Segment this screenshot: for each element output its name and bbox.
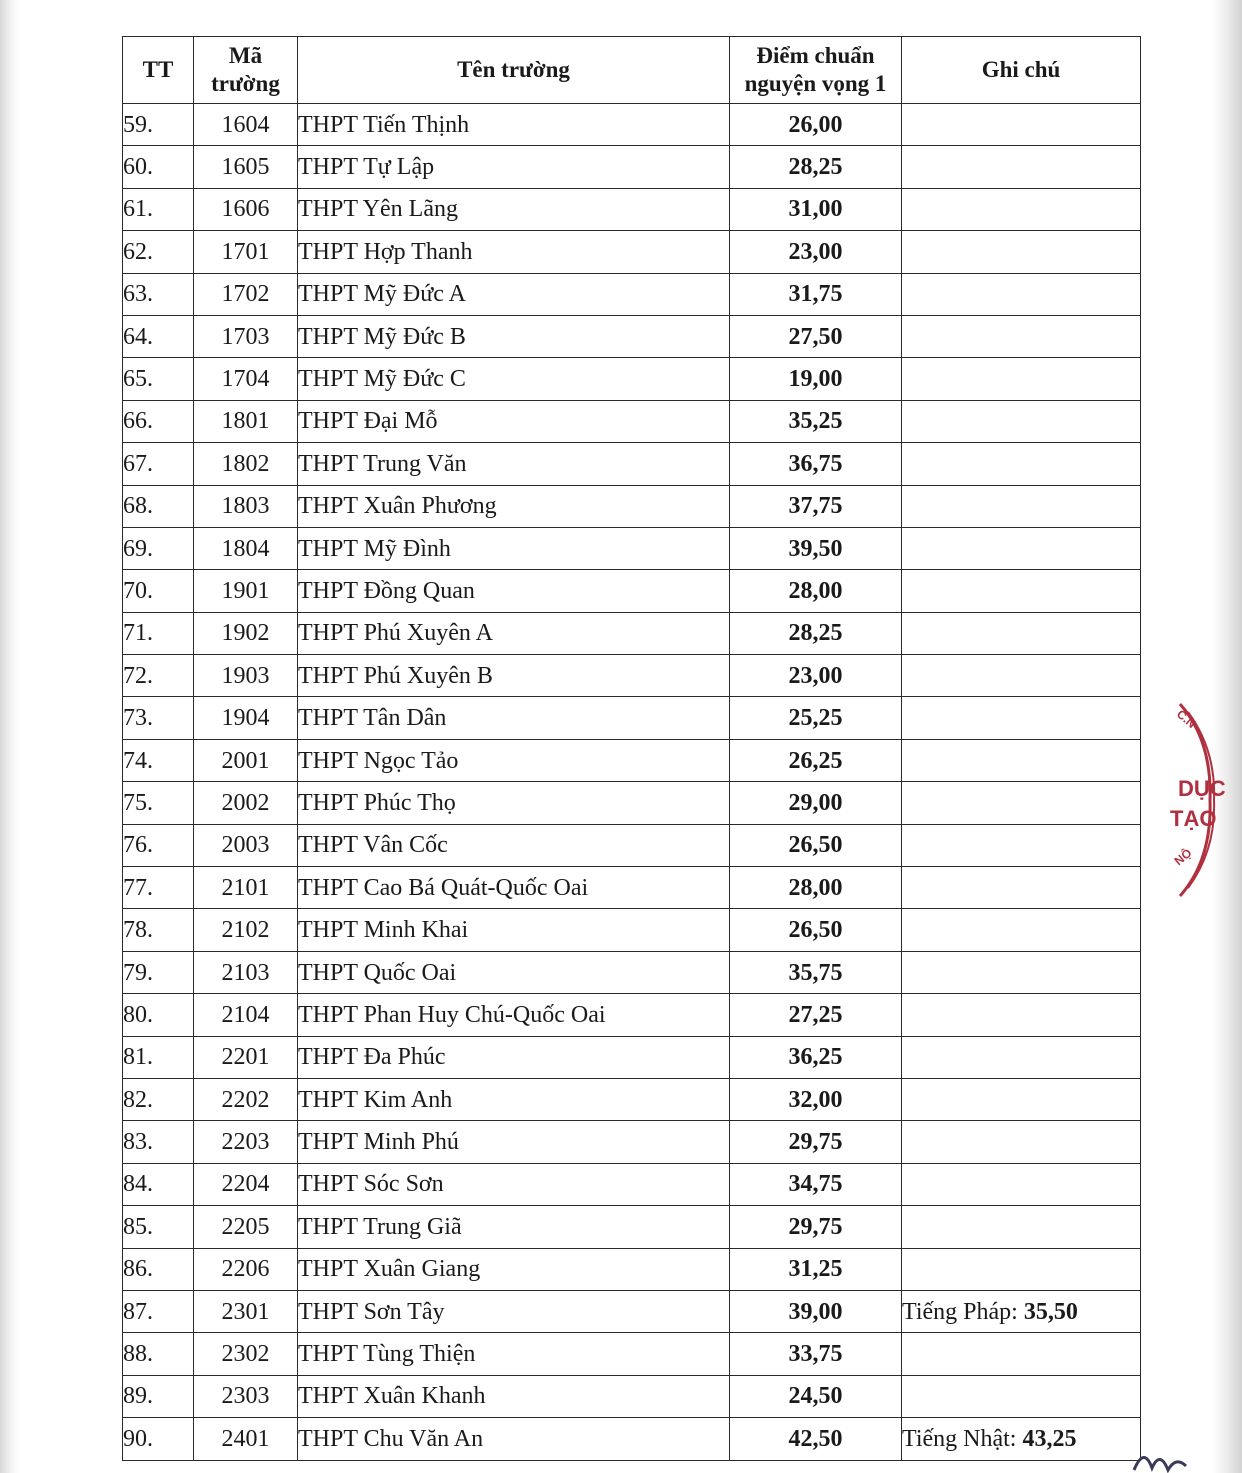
signature-stroke-icon [1130, 1440, 1190, 1473]
header-tt: TT [123, 37, 194, 104]
cell-note [902, 1248, 1141, 1290]
table-row [123, 315, 1141, 357]
cell-school-name: THPT Mỹ Đức B [298, 315, 730, 357]
cell-note [902, 1375, 1141, 1417]
cell-note [902, 188, 1141, 230]
cell-benchmark-score: 29,75 [730, 1206, 902, 1248]
cell-note [902, 951, 1141, 993]
cell-benchmark-score: 24,50 [730, 1375, 902, 1417]
cell-tt: 86. [123, 1248, 194, 1290]
cell-school-code: 2301 [194, 1290, 298, 1332]
cell-tt: 88. [123, 1333, 194, 1375]
cell-note [902, 655, 1141, 697]
cell-note [902, 1163, 1141, 1205]
cell-school-code: 2104 [194, 994, 298, 1036]
cell-school-code: 1801 [194, 400, 298, 442]
cell-benchmark-score: 28,00 [730, 570, 902, 612]
header-note: Ghi chú [902, 37, 1141, 104]
cell-benchmark-score: 28,25 [730, 612, 902, 654]
cell-school-code: 2206 [194, 1248, 298, 1290]
cell-school-name: THPT Cao Bá Quát-Quốc Oai [298, 867, 730, 909]
cell-benchmark-score: 23,00 [730, 231, 902, 273]
cell-note [902, 697, 1141, 739]
stamp-text-line2: TẠO [1170, 806, 1217, 831]
cell-benchmark-score: 27,50 [730, 315, 902, 357]
cell-school-code: 2205 [194, 1206, 298, 1248]
table-row [123, 188, 1141, 230]
cell-tt: 82. [123, 1078, 194, 1120]
table-row [123, 1163, 1141, 1205]
cell-school-code: 1701 [194, 231, 298, 273]
cell-school-name: THPT Kim Anh [298, 1078, 730, 1120]
cell-note [902, 867, 1141, 909]
cell-school-code: 1902 [194, 612, 298, 654]
cell-school-name: THPT Sơn Tây [298, 1290, 730, 1332]
cell-tt: 89. [123, 1375, 194, 1417]
cell-benchmark-score: 27,25 [730, 994, 902, 1036]
cell-benchmark-score: 35,75 [730, 951, 902, 993]
cell-benchmark-score: 31,25 [730, 1248, 902, 1290]
table-header-row [123, 37, 1141, 104]
cell-benchmark-score: 37,75 [730, 485, 902, 527]
table-row [123, 1206, 1141, 1248]
cell-school-name: THPT Đa Phúc [298, 1036, 730, 1078]
cell-school-name: THPT Yên Lãng [298, 188, 730, 230]
cell-tt: 79. [123, 951, 194, 993]
cell-school-name: THPT Phú Xuyên A [298, 612, 730, 654]
cell-tt: 71. [123, 612, 194, 654]
header-benchmark-score: Điểm chuẩn nguyện vọng 1 [730, 37, 902, 104]
table-row [123, 1418, 1141, 1460]
cell-tt: 83. [123, 1121, 194, 1163]
cell-note [902, 1078, 1141, 1120]
cell-note [902, 358, 1141, 400]
cell-school-code: 2302 [194, 1333, 298, 1375]
cell-benchmark-score: 31,00 [730, 188, 902, 230]
cell-tt: 80. [123, 994, 194, 1036]
cell-school-name: THPT Mỹ Đình [298, 527, 730, 569]
cell-school-name: THPT Đồng Quan [298, 570, 730, 612]
table-row [123, 1333, 1141, 1375]
cell-benchmark-score: 29,75 [730, 1121, 902, 1163]
cell-school-code: 1802 [194, 443, 298, 485]
cell-school-code: 1903 [194, 655, 298, 697]
cell-note [902, 1036, 1141, 1078]
cell-benchmark-score: 34,75 [730, 1163, 902, 1205]
cell-benchmark-score: 26,00 [730, 104, 902, 146]
cell-tt: 63. [123, 273, 194, 315]
cell-tt: 62. [123, 231, 194, 273]
cell-tt: 66. [123, 400, 194, 442]
cell-tt: 70. [123, 570, 194, 612]
cell-note [902, 739, 1141, 781]
table-row [123, 358, 1141, 400]
cell-school-code: 1605 [194, 146, 298, 188]
cell-benchmark-score: 25,25 [730, 697, 902, 739]
cell-school-code: 1606 [194, 188, 298, 230]
cell-note [902, 315, 1141, 357]
note-label: Tiếng Nhật: [902, 1425, 1023, 1452]
cell-school-name: THPT Minh Phú [298, 1121, 730, 1163]
cell-tt: 74. [123, 739, 194, 781]
cell-school-name: THPT Trung Giã [298, 1206, 730, 1248]
table-row [123, 951, 1141, 993]
note-label: Tiếng Pháp: [902, 1298, 1024, 1325]
cell-note [902, 443, 1141, 485]
cell-school-name: THPT Tiến Thịnh [298, 104, 730, 146]
cell-tt: 87. [123, 1290, 194, 1332]
cell-school-name: THPT Tùng Thiện [298, 1333, 730, 1375]
cell-school-name: THPT Phúc Thọ [298, 782, 730, 824]
cell-school-name: THPT Tự Lập [298, 146, 730, 188]
admission-score-table [122, 36, 1141, 1461]
table-row [123, 697, 1141, 739]
table-row [123, 1248, 1141, 1290]
cell-school-code: 2002 [194, 782, 298, 824]
stamp-text-line1: DỤC [1178, 776, 1226, 801]
cell-school-code: 1704 [194, 358, 298, 400]
cell-note [902, 104, 1141, 146]
table-row [123, 146, 1141, 188]
cell-school-name: THPT Phan Huy Chú-Quốc Oai [298, 994, 730, 1036]
cell-note [902, 273, 1141, 315]
cell-school-code: 1702 [194, 273, 298, 315]
cell-school-name: THPT Phú Xuyên B [298, 655, 730, 697]
cell-benchmark-score: 28,00 [730, 867, 902, 909]
cell-note [902, 994, 1141, 1036]
table-row [123, 1078, 1141, 1120]
cell-school-name: THPT Mỹ Đức A [298, 273, 730, 315]
note-value: 43,25 [1022, 1425, 1077, 1452]
cell-benchmark-score: 26,25 [730, 739, 902, 781]
cell-school-code: 2103 [194, 951, 298, 993]
note-value: 35,50 [1023, 1298, 1078, 1325]
cell-tt: 64. [123, 315, 194, 357]
table-row [123, 824, 1141, 866]
cell-tt: 60. [123, 146, 194, 188]
table-row [123, 104, 1141, 146]
cell-school-name: THPT Minh Khai [298, 909, 730, 951]
cell-benchmark-score: 42,50 [730, 1418, 902, 1460]
table-row [123, 570, 1141, 612]
table-row [123, 400, 1141, 442]
cell-benchmark-score: 26,50 [730, 909, 902, 951]
official-stamp [1160, 700, 1226, 900]
table-row [123, 739, 1141, 781]
cell-school-code: 1901 [194, 570, 298, 612]
cell-school-code: 1803 [194, 485, 298, 527]
cell-school-name: THPT Xuân Khanh [298, 1375, 730, 1417]
cell-school-name: THPT Ngọc Tảo [298, 739, 730, 781]
cell-note [902, 527, 1141, 569]
table-row [123, 1375, 1141, 1417]
cell-tt: 77. [123, 867, 194, 909]
cell-benchmark-score: 23,00 [730, 655, 902, 697]
cell-tt: 61. [123, 188, 194, 230]
cell-note [902, 146, 1141, 188]
cell-benchmark-score: 33,75 [730, 1333, 902, 1375]
table-row [123, 1121, 1141, 1163]
cell-benchmark-score: 32,00 [730, 1078, 902, 1120]
table-row [123, 782, 1141, 824]
cell-note [902, 824, 1141, 866]
table-row [123, 527, 1141, 569]
cell-note [902, 612, 1141, 654]
cell-school-name: THPT Tân Dân [298, 697, 730, 739]
table-row [123, 485, 1141, 527]
table-row [123, 273, 1141, 315]
cell-note [902, 1121, 1141, 1163]
cell-benchmark-score: 36,25 [730, 1036, 902, 1078]
cell-school-name: THPT Đại Mỗ [298, 400, 730, 442]
cell-tt: 81. [123, 1036, 194, 1078]
cell-note [902, 782, 1141, 824]
cell-tt: 69. [123, 527, 194, 569]
stamp-text-top: C.N [1173, 706, 1199, 732]
cell-tt: 75. [123, 782, 194, 824]
cell-tt: 84. [123, 1163, 194, 1205]
cell-note [902, 570, 1141, 612]
table-row [123, 867, 1141, 909]
page-left-shadow [0, 0, 20, 1473]
cell-tt: 85. [123, 1206, 194, 1248]
cell-tt: 72. [123, 655, 194, 697]
cell-note [902, 909, 1141, 951]
cell-school-code: 2303 [194, 1375, 298, 1417]
table-row [123, 1290, 1141, 1332]
cell-benchmark-score: 29,00 [730, 782, 902, 824]
cell-school-name: THPT Sóc Sơn [298, 1163, 730, 1205]
table-row [123, 612, 1141, 654]
table-row [123, 443, 1141, 485]
cell-tt: 76. [123, 824, 194, 866]
stamp-text-bottom: NỘ [1171, 845, 1195, 869]
cell-tt: 59. [123, 104, 194, 146]
table-row [123, 909, 1141, 951]
cell-school-name: THPT Chu Văn An [298, 1418, 730, 1460]
cell-note [902, 1290, 1141, 1332]
cell-note [902, 400, 1141, 442]
cell-school-code: 2201 [194, 1036, 298, 1078]
cell-tt: 65. [123, 358, 194, 400]
table-body [123, 104, 1141, 1461]
cell-school-code: 1703 [194, 315, 298, 357]
cell-benchmark-score: 39,50 [730, 527, 902, 569]
cell-school-code: 1904 [194, 697, 298, 739]
cell-tt: 68. [123, 485, 194, 527]
cell-school-code: 2003 [194, 824, 298, 866]
cell-note [902, 485, 1141, 527]
cell-school-name: THPT Xuân Giang [298, 1248, 730, 1290]
cell-tt: 78. [123, 909, 194, 951]
cell-school-name: THPT Xuân Phương [298, 485, 730, 527]
header-school-code: Mã trường [194, 37, 298, 104]
cell-school-name: THPT Trung Văn [298, 443, 730, 485]
cell-school-code: 2102 [194, 909, 298, 951]
cell-note [902, 1333, 1141, 1375]
cell-benchmark-score: 35,25 [730, 400, 902, 442]
cell-note [902, 1206, 1141, 1248]
cell-benchmark-score: 19,00 [730, 358, 902, 400]
cell-benchmark-score: 26,50 [730, 824, 902, 866]
cell-school-code: 1804 [194, 527, 298, 569]
cell-tt: 67. [123, 443, 194, 485]
table-row [123, 1036, 1141, 1078]
cell-benchmark-score: 31,75 [730, 273, 902, 315]
cell-benchmark-score: 28,25 [730, 146, 902, 188]
cell-school-code: 2101 [194, 867, 298, 909]
cell-school-name: THPT Quốc Oai [298, 951, 730, 993]
cell-school-code: 2204 [194, 1163, 298, 1205]
cell-school-code: 1604 [194, 104, 298, 146]
header-school-name: Tên trường [298, 37, 730, 104]
cell-school-code: 2203 [194, 1121, 298, 1163]
cell-note [902, 1418, 1141, 1460]
cell-tt: 73. [123, 697, 194, 739]
cell-school-code: 2202 [194, 1078, 298, 1120]
cell-school-name: THPT Mỹ Đức C [298, 358, 730, 400]
cell-school-name: THPT Hợp Thanh [298, 231, 730, 273]
cell-school-code: 2401 [194, 1418, 298, 1460]
table-row [123, 994, 1141, 1036]
cell-tt: 90. [123, 1418, 194, 1460]
cell-school-name: THPT Vân Cốc [298, 824, 730, 866]
table-row [123, 231, 1141, 273]
table-row [123, 655, 1141, 697]
cell-benchmark-score: 36,75 [730, 443, 902, 485]
cell-benchmark-score: 39,00 [730, 1290, 902, 1332]
cell-school-code: 2001 [194, 739, 298, 781]
cell-note [902, 231, 1141, 273]
